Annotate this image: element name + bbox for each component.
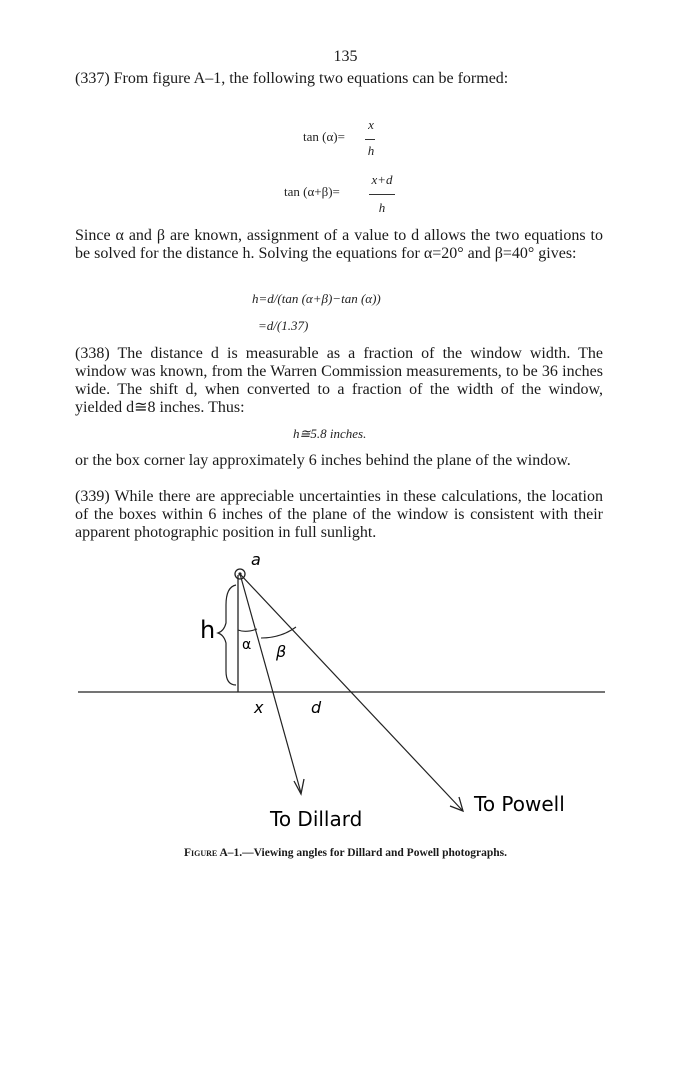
equation-2-lhs: tan (α+β)= (284, 184, 340, 199)
equation-4: =d/(1.37) (258, 318, 309, 333)
caption-text: —Viewing angles for Dillard and Powell photographs. (242, 847, 507, 859)
paragraph-after: or the box corner lay approximately 6 inches behind the plane of the window. (75, 452, 571, 469)
alpha-arc (238, 629, 257, 631)
equation-1-lhs: tan (α)= (303, 129, 345, 144)
caption-prefix: Figure A–1. (183, 847, 243, 859)
label-alpha: α (242, 637, 252, 653)
equation-1-denominator: h (367, 143, 375, 158)
equation-1-fraction-bar (365, 139, 375, 140)
figure-caption (0, 847, 691, 859)
page-number: 135 (333, 48, 358, 65)
equation-2-fraction-bar (369, 194, 395, 195)
equation-3: h=d/(tan (α+β)−tan (α)) (252, 291, 381, 306)
label-h: h (200, 616, 216, 644)
label-to-powell: To Powell (474, 792, 565, 816)
paragraph-338: (338) The distance d is measurable as a fraction of the window width. The window was known, from the Warren Commission measurements, to be 36 inches wide. The shift d, when converted to a fraction of the width of the window, yielded d≅8 inches. Thus: (75, 345, 603, 416)
equation-2-numerator: x+d (371, 172, 393, 187)
label-a: a (251, 550, 261, 569)
paragraph-since: Since α and β are known, assignment of a value to d allows the two equations to be solved for the distance h. Solving the equations for α=20° and β=40° gives: (75, 227, 603, 262)
h-brace (218, 585, 236, 685)
paragraph-337: (337) From figure A–1, the following two equations can be formed: (75, 70, 509, 87)
equation-1-numerator: x (368, 117, 374, 132)
equation-2-denominator: h (378, 200, 386, 215)
label-x: x (254, 698, 264, 717)
paragraph-339: (339) While there are appreciable uncertainties in these calculations, the location of the boxes within 6 inches of the plane of the window is consistent with their apparent photographic position in full sunlight. (75, 488, 603, 541)
label-beta: β (276, 642, 287, 661)
label-to-dillard: To Dillard (270, 807, 363, 831)
equation-5: h≅5.8 inches. (293, 426, 367, 441)
label-d: d (311, 698, 322, 717)
figure-a1-diagram (0, 545, 691, 845)
